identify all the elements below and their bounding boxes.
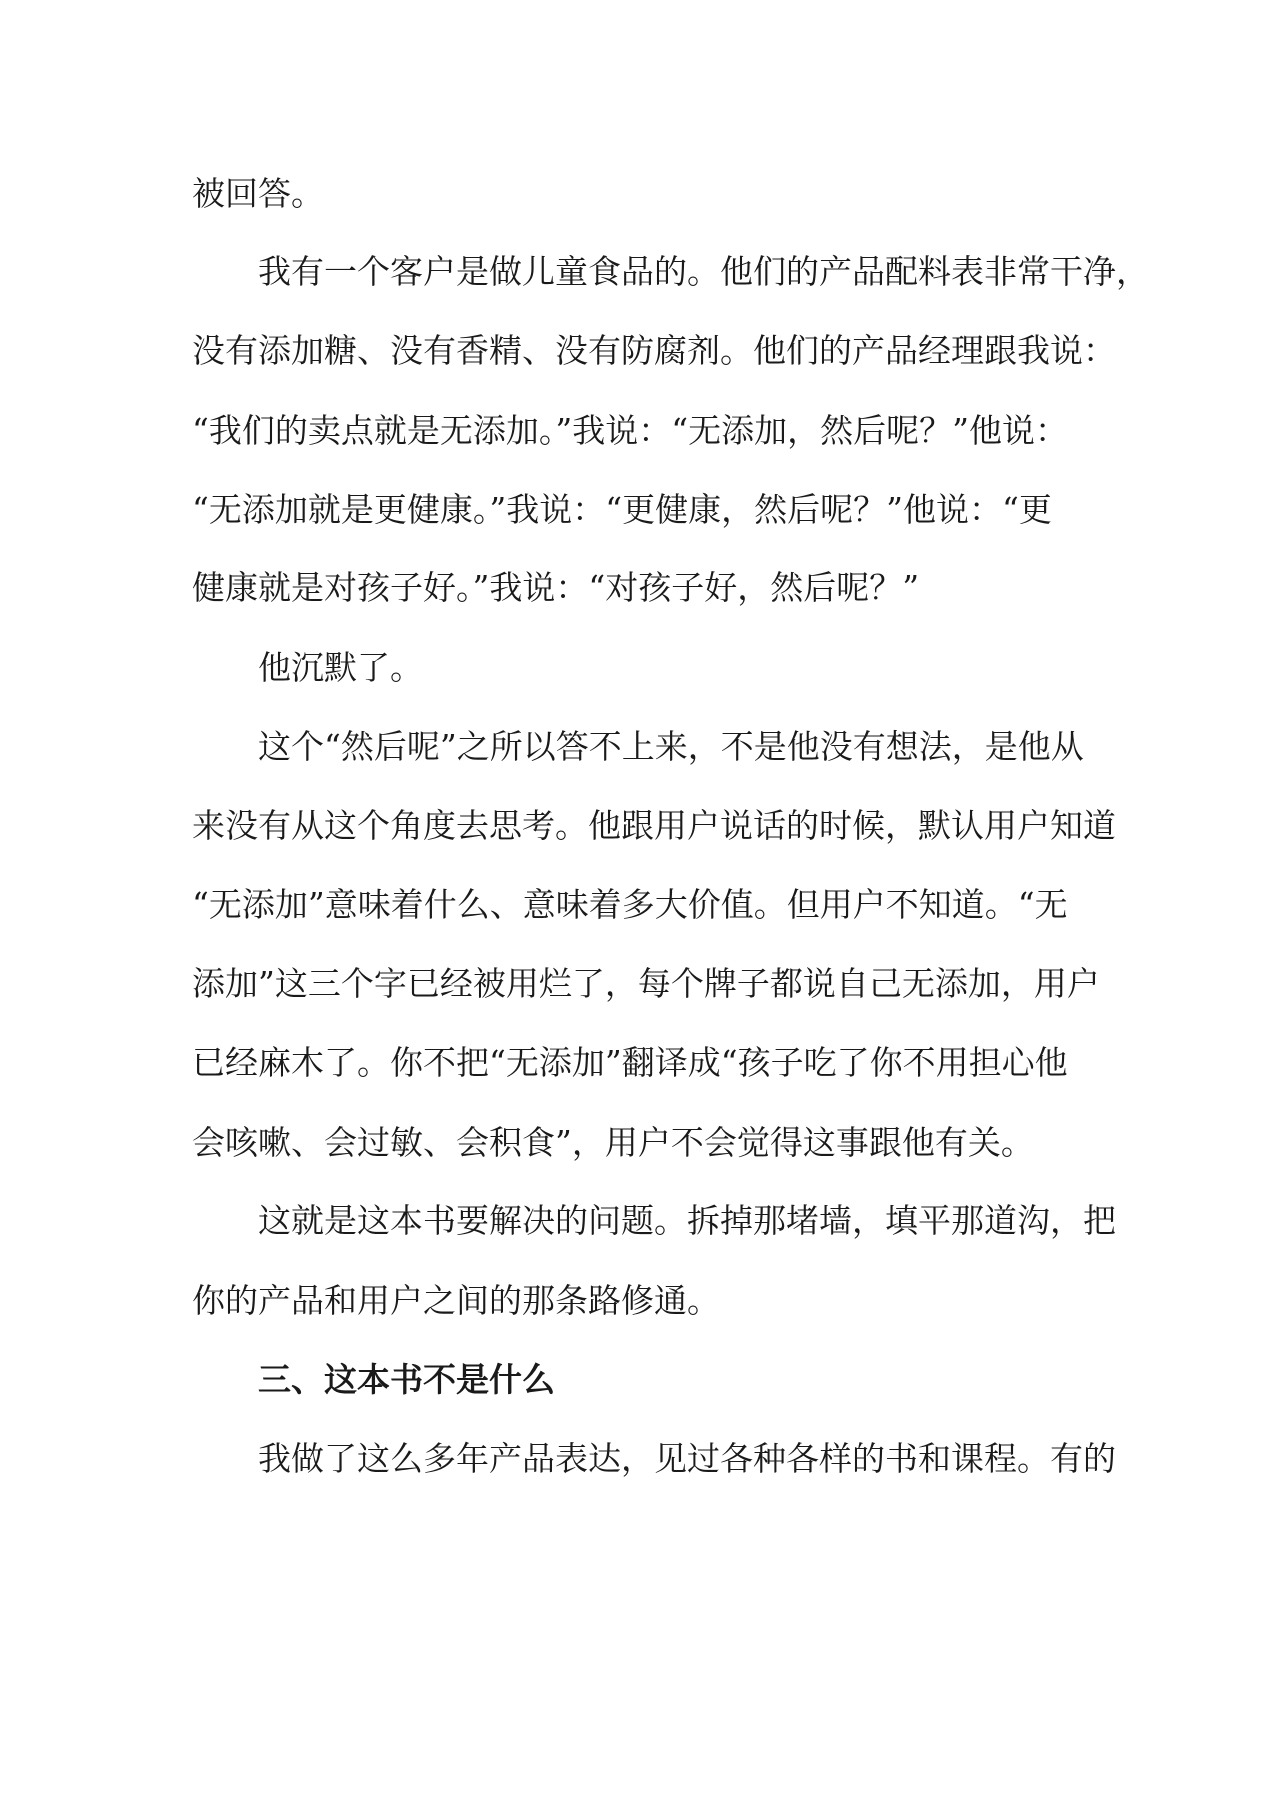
text-line: “我们的卖点就是无添加。”我说：“无添加，然后呢？”他说： (192, 411, 1068, 450)
text-line: 他沉默了。 (258, 648, 423, 687)
text-line: 添加”这三个字已经被用烂了，每个牌子都说自己无添加，用户 (192, 964, 1100, 1003)
text-line: 我有一个客户是做儿童食品的。他们的产品配料表非常干净， (258, 252, 1149, 291)
text-line: 你的产品和用户之间的那条路修通。 (192, 1281, 720, 1320)
text-line: 这个“然后呢”之所以答不上来，不是他没有想法，是他从 (258, 727, 1084, 766)
text-line: 我做了这么多年产品表达，见过各种各样的书和课程。有的 (258, 1439, 1116, 1478)
section-heading: 三、这本书不是什么 (258, 1360, 555, 1399)
text-line: “无添加”意味着什么、意味着多大价值。但用户不知道。“无 (192, 885, 1068, 924)
text-line: 健康就是对孩子好。”我说：“对孩子好，然后呢？” (192, 568, 920, 607)
text-line: 这就是这本书要解决的问题。拆掉那堵墙，填平那道沟，把 (258, 1201, 1116, 1240)
text-line: 没有添加糖、没有香精、没有防腐剂。他们的产品经理跟我说： (192, 331, 1116, 370)
text-line: 会咳嗽、会过敏、会积食”，用户不会觉得这事跟他有关。 (192, 1123, 1034, 1162)
text-line: 已经麻木了。你不把“无添加”翻译成“孩子吃了你不用担心他 (192, 1043, 1068, 1082)
text-line: “无添加就是更健康。”我说：“更健康，然后呢？”他说：“更 (192, 490, 1052, 529)
text-line: 被回答。 (192, 174, 324, 213)
text-line: 来没有从这个角度去思考。他跟用户说话的时候，默认用户知道 (192, 806, 1116, 845)
